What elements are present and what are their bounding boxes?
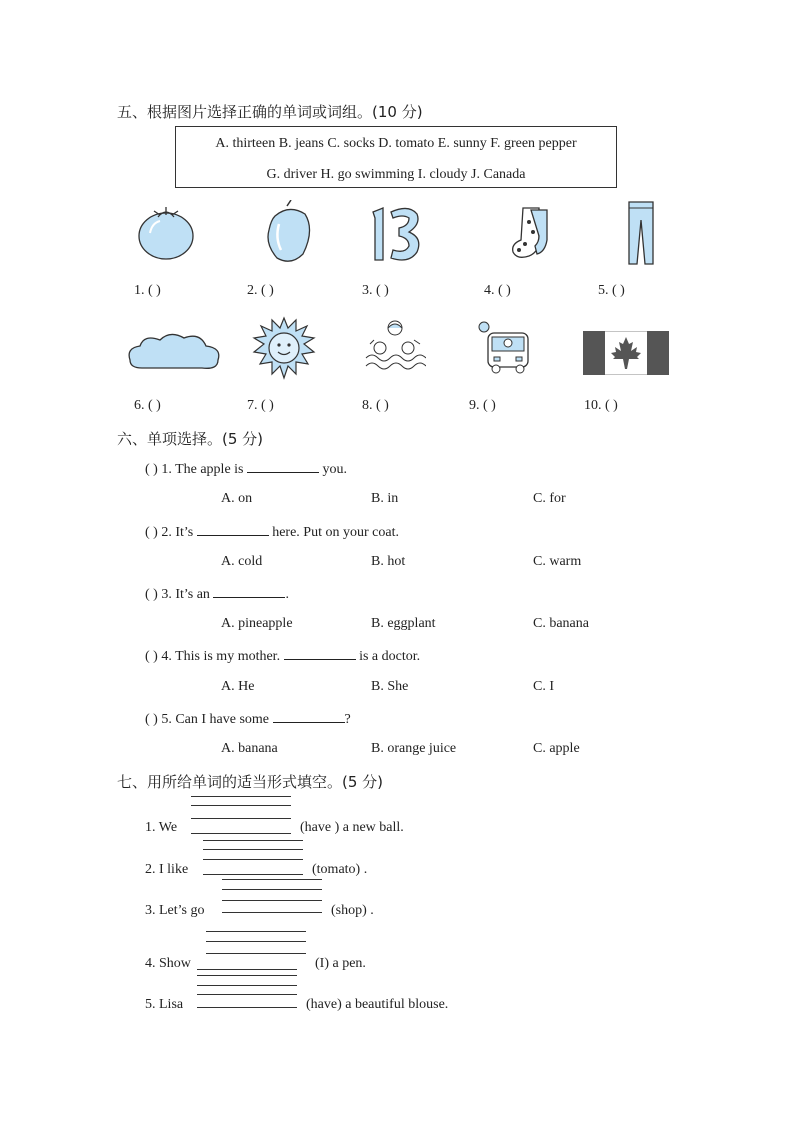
- mc-question-3-suffix: .: [285, 587, 289, 602]
- writing-line: [206, 931, 306, 932]
- answer-6[interactable]: 6. ( ): [134, 398, 161, 413]
- mc-question-3-text: ( ) 3. It’s an: [145, 587, 210, 602]
- cloudy-picture: [126, 330, 222, 372]
- writing-line: [191, 796, 291, 797]
- answer-4[interactable]: 4. ( ): [484, 283, 511, 298]
- answer-line-3[interactable]: [222, 912, 322, 913]
- mc-2-option-a[interactable]: A. cold: [221, 554, 263, 569]
- writing-line: [222, 900, 322, 901]
- word-bank-line1: A. thirteen B. jeans C. socks D. tomato E. sunny F. green pepper: [215, 136, 577, 151]
- go-swimming-picture: [364, 318, 426, 372]
- answer-2[interactable]: 2. ( ): [247, 283, 274, 298]
- mc-3-option-a[interactable]: A. pineapple: [221, 616, 293, 631]
- fill-item-4-label: 4. Show: [145, 956, 191, 971]
- mc-question-5-suffix: ?: [344, 712, 351, 727]
- answer-line-5[interactable]: [197, 1007, 297, 1008]
- mc-question-4-text: ( ) 4. This is my mother.: [145, 649, 281, 664]
- mc-4-option-c[interactable]: C. I: [533, 679, 554, 694]
- driver-picture: [476, 319, 532, 375]
- mc-5-option-a[interactable]: A. banana: [221, 741, 278, 756]
- answer-line-4[interactable]: [197, 969, 297, 970]
- fill-item-4-hint: (I) a pen.: [315, 956, 366, 971]
- mc-2-option-b[interactable]: B. hot: [371, 554, 406, 569]
- mc-4-option-a[interactable]: A. He: [221, 679, 255, 694]
- mc-question-5-blank[interactable]: [273, 710, 345, 723]
- writing-line: [191, 818, 291, 819]
- writing-line: [203, 849, 303, 850]
- mc-question-1-text: ( ) 1. The apple is: [145, 462, 244, 477]
- fill-item-2-hint: (tomato) .: [312, 862, 368, 877]
- answer-line-1[interactable]: [191, 833, 291, 834]
- writing-line: [197, 975, 297, 976]
- sunny-picture: [252, 316, 316, 380]
- writing-line: [203, 840, 303, 841]
- canada-flag-picture: [583, 331, 669, 375]
- jeans-picture: [625, 200, 657, 266]
- mc-2-option-c[interactable]: C. warm: [533, 554, 582, 569]
- writing-line: [222, 879, 322, 880]
- mc-question-1-suffix: you.: [322, 462, 347, 477]
- answer-7[interactable]: 7. ( ): [247, 398, 274, 413]
- mc-3-option-b[interactable]: B. eggplant: [371, 616, 436, 631]
- writing-line: [197, 985, 297, 986]
- mc-3-option-c[interactable]: C. banana: [533, 616, 589, 631]
- mc-question-2: [145, 523, 399, 541]
- word-bank-box: [175, 126, 617, 188]
- fill-item-3-label: 3. Let’s go: [145, 903, 205, 918]
- writing-line: [191, 805, 291, 806]
- answer-line-2[interactable]: [203, 874, 303, 875]
- mc-question-5-text: ( ) 5. Can I have some: [145, 712, 270, 727]
- mc-question-1: [145, 460, 347, 478]
- fill-item-1-hint: (have ) a new ball.: [300, 820, 404, 835]
- mc-1-option-c[interactable]: C. for: [533, 491, 566, 506]
- section7-title: 七、用所给单词的适当形式填空。(5 分): [117, 773, 384, 791]
- mc-question-3-blank[interactable]: [213, 585, 285, 598]
- answer-3[interactable]: 3. ( ): [362, 283, 389, 298]
- tomato-picture: [136, 203, 196, 261]
- writing-line: [206, 953, 306, 954]
- mc-1-option-a[interactable]: A. on: [221, 491, 253, 506]
- fill-item-5-hint: (have) a beautiful blouse.: [306, 997, 449, 1012]
- mc-5-option-b[interactable]: B. orange juice: [371, 741, 457, 756]
- fill-item-3-hint: (shop) .: [331, 903, 374, 918]
- mc-question-1-blank[interactable]: [247, 460, 319, 473]
- section5-title: 五、根据图片选择正确的单词或词组。(10 分): [117, 103, 423, 121]
- mc-5-option-c[interactable]: C. apple: [533, 741, 580, 756]
- section6-title: 六、单项选择。(5 分): [117, 430, 264, 448]
- answer-5[interactable]: 5. ( ): [598, 283, 625, 298]
- mc-question-4-blank[interactable]: [284, 647, 356, 660]
- mc-question-3: [145, 585, 289, 603]
- writing-line: [197, 994, 297, 995]
- word-bank-line2: G. driver H. go swimming I. cloudy J. Canada: [266, 167, 526, 182]
- socks-picture: [505, 206, 553, 262]
- mc-question-2-blank[interactable]: [197, 523, 269, 536]
- fill-item-1-label: 1. We: [145, 820, 178, 835]
- number-13-picture: [369, 204, 425, 264]
- mc-question-5: [145, 710, 351, 728]
- writing-line: [222, 889, 322, 890]
- writing-line: [203, 859, 303, 860]
- fill-item-5-label: 5. Lisa: [145, 997, 184, 1012]
- mc-question-4: [145, 647, 420, 665]
- mc-question-4-suffix: is a doctor.: [359, 649, 421, 664]
- mc-4-option-b[interactable]: B. She: [371, 679, 409, 694]
- answer-1[interactable]: 1. ( ): [134, 283, 161, 298]
- fill-item-2-label: 2. I like: [145, 862, 189, 877]
- mc-question-2-suffix: here. Put on your coat.: [272, 525, 399, 540]
- mc-1-option-b[interactable]: B. in: [371, 491, 399, 506]
- mc-question-2-text: ( ) 2. It’s: [145, 525, 194, 540]
- answer-8[interactable]: 8. ( ): [362, 398, 389, 413]
- green-pepper-picture: [265, 200, 315, 264]
- answer-10[interactable]: 10. ( ): [584, 398, 618, 413]
- answer-9[interactable]: 9. ( ): [469, 398, 496, 413]
- writing-line: [206, 941, 306, 942]
